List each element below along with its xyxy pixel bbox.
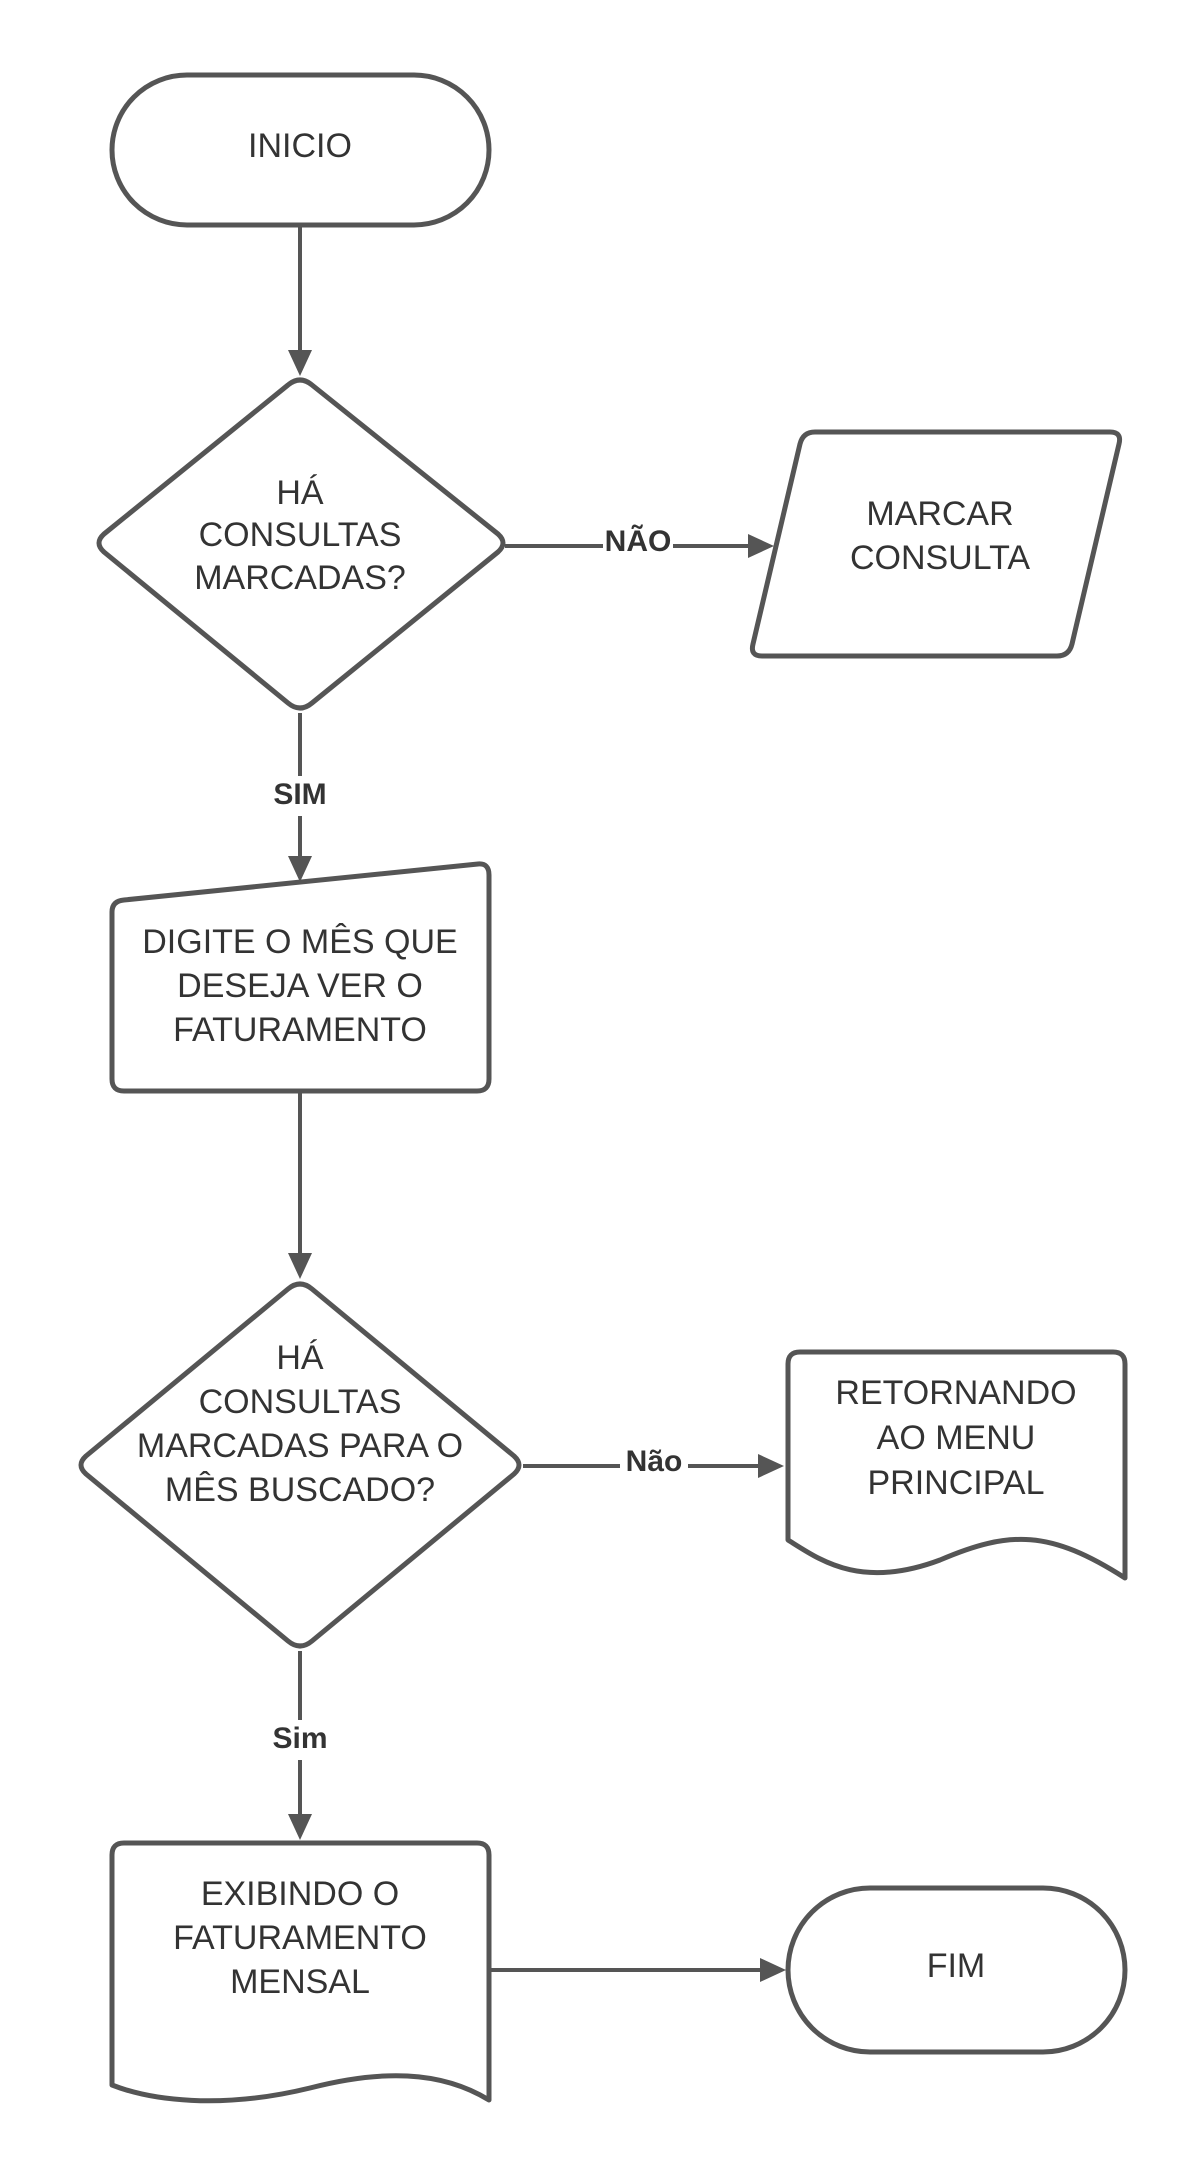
svg-text:MENSAL: MENSAL [230,1962,370,2001]
svg-text:FATURAMENTO: FATURAMENTO [173,1010,427,1049]
node-fim [788,1888,1125,2052]
edge-label-nao-mes: Não [625,1444,683,1478]
edge-decision-consultas-nao [505,524,774,566]
svg-text:PRINCIPAL: PRINCIPAL [867,1463,1045,1502]
node-decision-ha-consultas [99,380,503,708]
edge-decision-consultas-sim [262,713,338,882]
svg-text:MÊS BUSCADO?: MÊS BUSCADO? [164,1470,436,1509]
node-decision-mes-buscado [81,1284,519,1646]
svg-text:HÁ: HÁ [276,473,324,512]
svg-text:FIM: FIM [926,1946,986,1985]
node-retornando-menu [788,1352,1125,1578]
edge-decision-mes-sim [262,1651,338,1840]
svg-text:MARCAR: MARCAR [866,494,1014,533]
svg-text:MARCADAS PARA O: MARCADAS PARA O [136,1426,464,1465]
edge-label-sim: SIM [273,777,327,811]
svg-text:AO MENU: AO MENU [876,1418,1036,1457]
edge-decision-mes-nao [523,1445,784,1485]
svg-text:MARCADAS?: MARCADAS? [194,558,406,597]
edge-start-to-decision-consultas [288,225,312,376]
svg-text:FATURAMENTO: FATURAMENTO [173,1918,427,1957]
svg-text:RETORNANDO: RETORNANDO [835,1373,1077,1412]
svg-text:EXIBINDO O: EXIBINDO O [200,1874,400,1913]
node-marcar-consulta [752,432,1119,656]
node-digite-mes [112,864,489,1091]
edge-exibindo-to-fim [489,1958,786,1982]
edge-digite-mes-to-decision-mes [288,1091,312,1279]
svg-text:HÁ: HÁ [276,1338,324,1377]
edge-label-sim-mes: Sim [272,1721,328,1755]
node-inicio [112,75,489,225]
svg-text:DESEJA VER O: DESEJA VER O [177,966,423,1005]
node-exibindo-faturamento [112,1843,489,2101]
edge-label-nao: NÃO [604,524,672,558]
svg-text:CONSULTA: CONSULTA [849,538,1031,577]
svg-text:CONSULTAS: CONSULTAS [198,515,402,554]
svg-text:INICIO: INICIO [248,126,352,165]
svg-text:CONSULTAS: CONSULTAS [198,1382,402,1421]
svg-text:DIGITE O MÊS QUE: DIGITE O MÊS QUE [142,922,458,961]
